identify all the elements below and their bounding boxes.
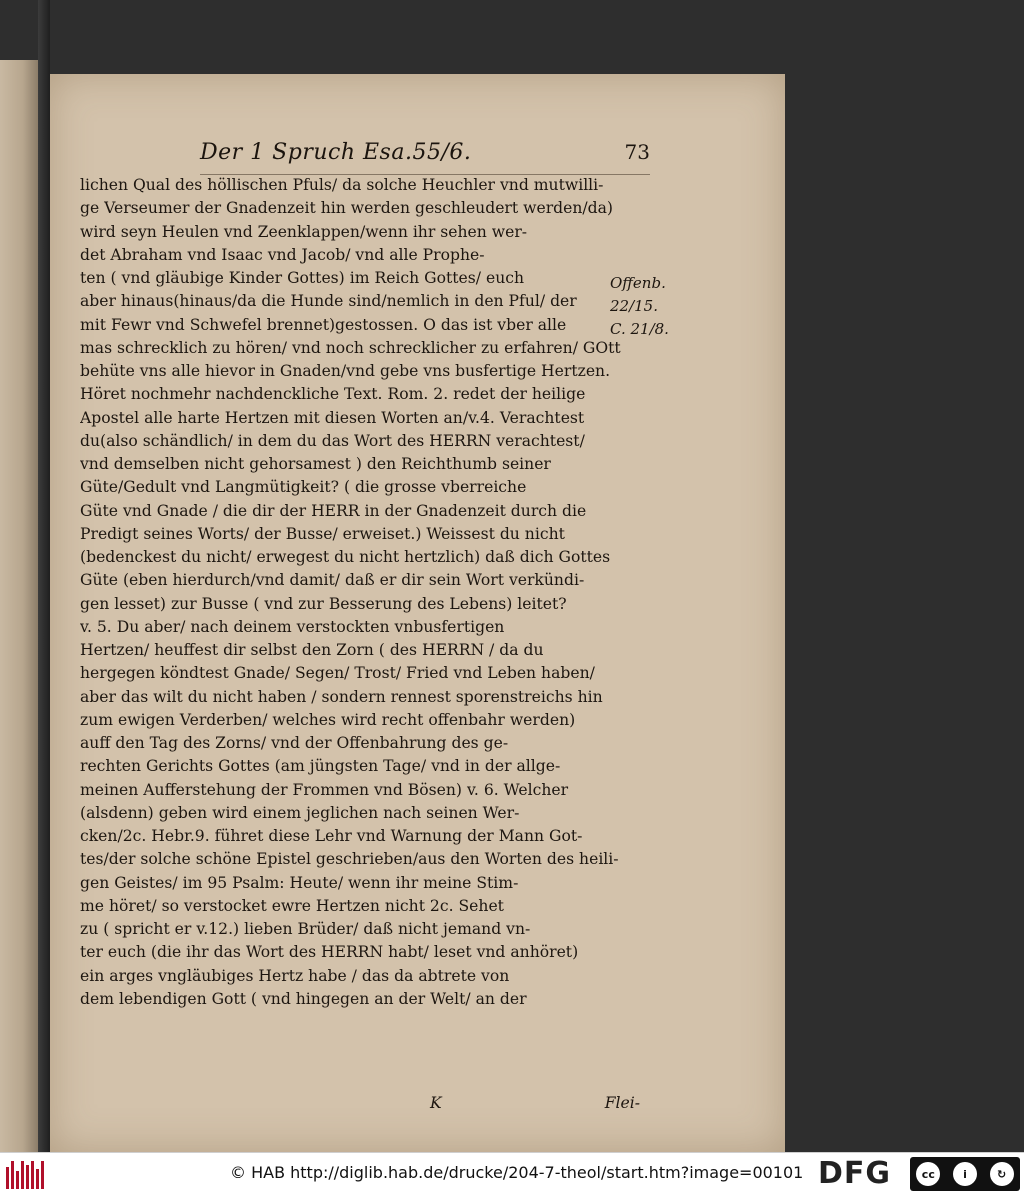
marginal-note	[610, 272, 688, 341]
text-line: Güte vnd Gnade / die dir der HERR in der Gnadenzeit durch die	[80, 501, 587, 520]
text-line: mas schrecklich zu hören/ vnd noch schrecklicher zu erfahren/ GOtt	[80, 338, 621, 357]
hab-logo-icon	[6, 1159, 46, 1189]
book-page	[50, 74, 785, 1152]
page-footer	[430, 1094, 640, 1118]
text-line: Apostel alle harte Hertzen mit diesen Worten an/v.4. Verachtest	[80, 408, 585, 427]
text-line: behüte vns alle hievor in Gnaden/vnd gebe vns busfertige Hertzen.	[80, 362, 611, 380]
text-line: ein arges vngläubiges Hertz habe / das da abtrete von	[80, 966, 510, 985]
book-gutter	[38, 0, 50, 1152]
text-line: auff den Tag des Zorns/ vnd der Offenbahrung des ge-	[80, 734, 509, 752]
text-line: Höret nochmehr nachdenckliche Text. Rom. 2. redet der heilige	[80, 385, 586, 404]
text-line: ten ( vnd gläubige Kinder Gottes) im Reich Gottes/ euch	[80, 269, 525, 287]
text-line: aber hinaus(hinaus/da die Hunde sind/nemlich in den Pful/ der	[80, 292, 577, 311]
cc-license-badge[interactable]	[910, 1157, 1020, 1191]
text-line: (alsdenn) geben wird einem jeglichen nach seinen Wer-	[80, 803, 520, 822]
text-line: du(also schändlich/ in dem du das Wort des HERRN verachtest/	[80, 431, 585, 450]
text-line: meinen Aufferstehung der Frommen vnd Bösen) v. 6. Welcher	[80, 780, 569, 799]
status-bar	[0, 1152, 1024, 1195]
text-line: ge Verseumer der Gnadenzeit hin werden geschleudert werden/da)	[80, 199, 614, 218]
text-line: Güte/Gedult vnd Langmütigkeit? ( die grosse vberreiche	[80, 478, 527, 497]
catchword: Flei-	[604, 1094, 640, 1112]
running-title: Der 1 Spruch Esa.55/6.	[200, 140, 472, 165]
marginal-note-line: Offenb.	[610, 274, 666, 292]
text-line: Güte (eben hierdurch/vnd damit/ daß er dir sein Wort verkündi-	[80, 571, 585, 590]
text-line: rechten Gerichts Gottes (am jüngsten Tage/ vnd in der allge-	[80, 757, 561, 776]
text-line: (bedenckest du nicht/ erwegest du nicht hertzlich) daß dich Gottes	[80, 548, 611, 566]
text-line: gen lesset) zur Busse ( vnd zur Besserung des Lebens) leitet?	[80, 594, 567, 613]
text-line: det Abraham vnd Isaac vnd Jacob/ vnd alle Prophe-	[80, 245, 485, 264]
page-header	[200, 140, 650, 174]
text-line: ter euch (die ihr das Wort des HERRN habt/ leset vnd anhöret)	[80, 943, 579, 962]
dfg-logo: DFG	[818, 1156, 892, 1191]
page-number: 73	[624, 140, 650, 164]
text-line: Hertzen/ heuffest dir selbst den Zorn ( des HERRN / da du	[80, 641, 544, 659]
text-line: mit Fewr vnd Schwefel brennet)gestossen. O das ist vber alle	[80, 315, 567, 334]
copyright-link[interactable]: © HAB http://diglib.hab.de/drucke/204-7-theol/start.htm?image=00101	[230, 1163, 804, 1182]
by-icon: i	[953, 1162, 977, 1186]
text-line: tes/der solche schöne Epistel geschrieben/aus den Worten des heili-	[80, 850, 619, 869]
text-line: me höret/ so verstocket ewre Hertzen nicht 2c. Sehet	[80, 896, 504, 915]
text-line: zu ( spricht er v.12.) lieben Brüder/ daß nicht jemand vn-	[80, 920, 531, 938]
text-line: hergegen köndtest Gnade/ Segen/ Trost/ Fried vnd Leben haben/	[80, 664, 595, 683]
text-line: zum ewigen Verderben/ welches wird recht offenbahr werden)	[80, 710, 576, 729]
marginal-note-line: C. 21/8.	[610, 320, 669, 338]
signature-mark: K	[430, 1094, 442, 1112]
marginal-note-line: 22/15.	[610, 297, 658, 315]
text-line: gen Geistes/ im 95 Psalm: Heute/ wenn ihr meine Stim-	[80, 873, 519, 892]
text-line: wird seyn Heulen vnd Zeenklappen/wenn ihr sehen wer-	[80, 222, 528, 241]
previous-page-edge	[0, 60, 39, 1152]
text-line: vnd demselben nicht gehorsamest ) den Reichthumb seiner	[80, 455, 551, 473]
text-line: Predigt seines Worts/ der Busse/ erweiset.) Weissest du nicht	[80, 524, 565, 543]
cc-icon: cc	[916, 1162, 940, 1186]
text-line: v. 5. Du aber/ nach deinem verstockten vnbusfertigen	[80, 617, 505, 636]
text-line: dem lebendigen Gott ( vnd hingegen an der Welt/ an der	[80, 989, 527, 1008]
text-line: cken/2c. Hebr.9. führet diese Lehr vnd Warnung der Mann Got-	[80, 827, 583, 845]
text-line: aber das wilt du nicht haben / sondern rennest sporenstreichs hin	[80, 687, 603, 706]
text-line: lichen Qual des höllischen Pfuls/ da solche Heuchler vnd mutwilli-	[80, 176, 604, 194]
sa-icon: ↻	[990, 1162, 1014, 1186]
body-text	[80, 174, 640, 1011]
